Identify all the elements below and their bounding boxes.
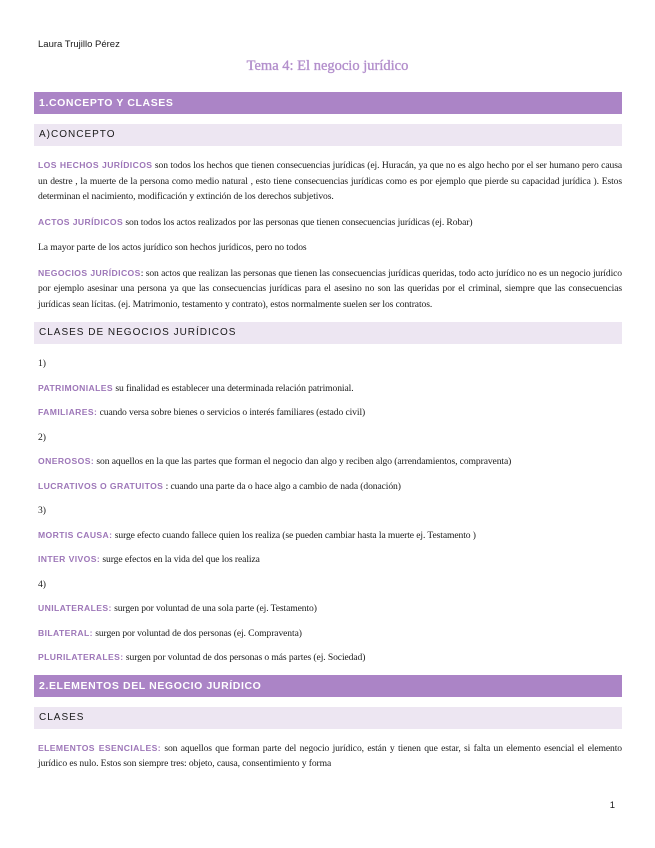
term-actos-juridicos: ACTOS JURÍDICOS	[38, 216, 124, 227]
paragraph-actos-juridicos	[38, 215, 622, 231]
paragraph-hechos-juridicos	[38, 158, 622, 205]
page-number: 1	[609, 800, 615, 811]
term-inter-vivos: INTER VIVOS:	[38, 554, 101, 564]
paragraph-bilateral	[38, 626, 622, 642]
term-patrimoniales: PATRIMONIALES	[38, 382, 114, 393]
paragraph-inter-vivos	[38, 552, 622, 568]
paragraph-elementos-esenciales	[38, 741, 622, 772]
subheading-clases: CLASES	[34, 707, 622, 729]
subheading-clases-negocios: CLASES DE NEGOCIOS JURÍDICOS	[34, 322, 622, 344]
definition-familiares: cuando versa sobre bienes o servicios o interés familiares (estado civil)	[97, 407, 366, 418]
document-body	[34, 92, 622, 782]
group-label-2: 2)	[38, 431, 46, 443]
definition-negocios-juridicos: : son actos que realizan las personas que tienen las consecuencias jurídicas queridas, todo acto jurídico no es un negocio jurídico por ejemplo asesinar una persona ya que las consecuencias jurídicas para el asesino no son las queridas por el criminal, siempre que las consecuencias jurídicas sean lícitas. (ej. Matrimonio, testamento y contrato), estos normalmente suelen ser los contratos.	[38, 267, 622, 310]
definition-patrimoniales: su finalidad es establecer una determinada relación patrimonial.	[113, 382, 354, 394]
definition-mortis-causa: surge efecto cuando fallece quien los realiza (se pueden cambiar hasta la muerte ej. Testamento )	[112, 529, 476, 541]
term-hechos-juridicos: LOS HECHOS JURÍDICOS	[38, 160, 153, 170]
term-negocios-juridicos: NEGOCIOS JURÍDICOS	[38, 267, 141, 278]
paragraph-mortis-causa	[38, 528, 622, 544]
definition-hechos-juridicos: son todos los hechos que tienen consecuencias jurídicas (ej. Huracán, ya que no es algo hecho por el ser humano pero causa un destre , la muerte de la persona como medio natural , esto tiene consecuencias jurídicas como es por ejemplo que pierde su capacidad jurídica ). Estos determinan el nacimiento, modificación y extinción de los derechos subjetivos.	[38, 160, 622, 202]
definition-onerosos: son aquellos en la que las partes que forman el negocio dan algo y reciben algo (arrendamientos, compraventa)	[94, 456, 512, 467]
term-elementos-esenciales: ELEMENTOS ESENCIALES:	[38, 742, 161, 753]
author-name: Laura Trujillo Pérez	[38, 39, 120, 50]
paragraph-onerosos	[38, 454, 622, 470]
paragraph-unilaterales	[38, 601, 622, 617]
term-bilateral: BILATERAL:	[38, 627, 93, 638]
definition-inter-vivos: surge efectos en la vida del que los realiza	[100, 554, 260, 565]
definition-lucrativos: : cuando una parte da o hace algo a cambio de nada (donación)	[163, 480, 401, 492]
paragraph-negocios-juridicos	[38, 266, 622, 313]
paragraph-lucrativos	[38, 479, 622, 495]
term-onerosos: ONEROSOS:	[38, 456, 95, 466]
definition-unilaterales: surgen por voluntad de una sola parte (ej. Testamento)	[111, 603, 317, 614]
subheading-concepto: A)CONCEPTO	[34, 124, 622, 146]
paragraph-familiares	[38, 405, 622, 421]
definition-bilateral: surgen por voluntad de dos personas (ej. Compraventa)	[92, 627, 302, 639]
term-unilaterales: UNILATERALES:	[38, 603, 112, 613]
paragraph-plurilaterales	[38, 650, 622, 666]
definition-actos-juridicos: son todos los actos realizados por las personas que tienen consecuencias jurídicas (ej. Robar)	[123, 216, 473, 228]
document-title: Tema 4: El negocio jurídico	[246, 58, 409, 74]
group-label-1: 1)	[38, 358, 46, 369]
term-familiares: FAMILIARES:	[38, 407, 98, 417]
definition-elementos-esenciales: son aquellos que forman parte del negocio jurídico, están y tienen que estar, si falta un elemento esencial el elemento jurídico es nulo. Estos son siempre tres: objeto, causa, consentimiento y forma	[38, 742, 622, 769]
term-lucrativos: LUCRATIVOS O GRATUITOS	[38, 480, 164, 491]
section-heading-concepto-y-clases: 1.CONCEPTO Y CLASES	[34, 92, 622, 114]
definition-plurilaterales: surgen por voluntad de dos personas o más partes (ej. Sociedad)	[123, 652, 366, 663]
section-heading-elementos: 2.ELEMENTOS DEL NEGOCIO JURÍDICO	[34, 675, 622, 697]
term-mortis-causa: MORTIS CAUSA:	[38, 529, 113, 540]
paragraph-mayor-parte: La mayor parte de los actos jurídico son hechos jurídicos, pero no todos	[38, 242, 307, 253]
term-plurilaterales: PLURILATERALES:	[38, 652, 124, 662]
group-label-3: 3)	[38, 505, 46, 516]
paragraph-patrimoniales	[38, 381, 622, 397]
group-label-4: 4)	[38, 578, 46, 590]
